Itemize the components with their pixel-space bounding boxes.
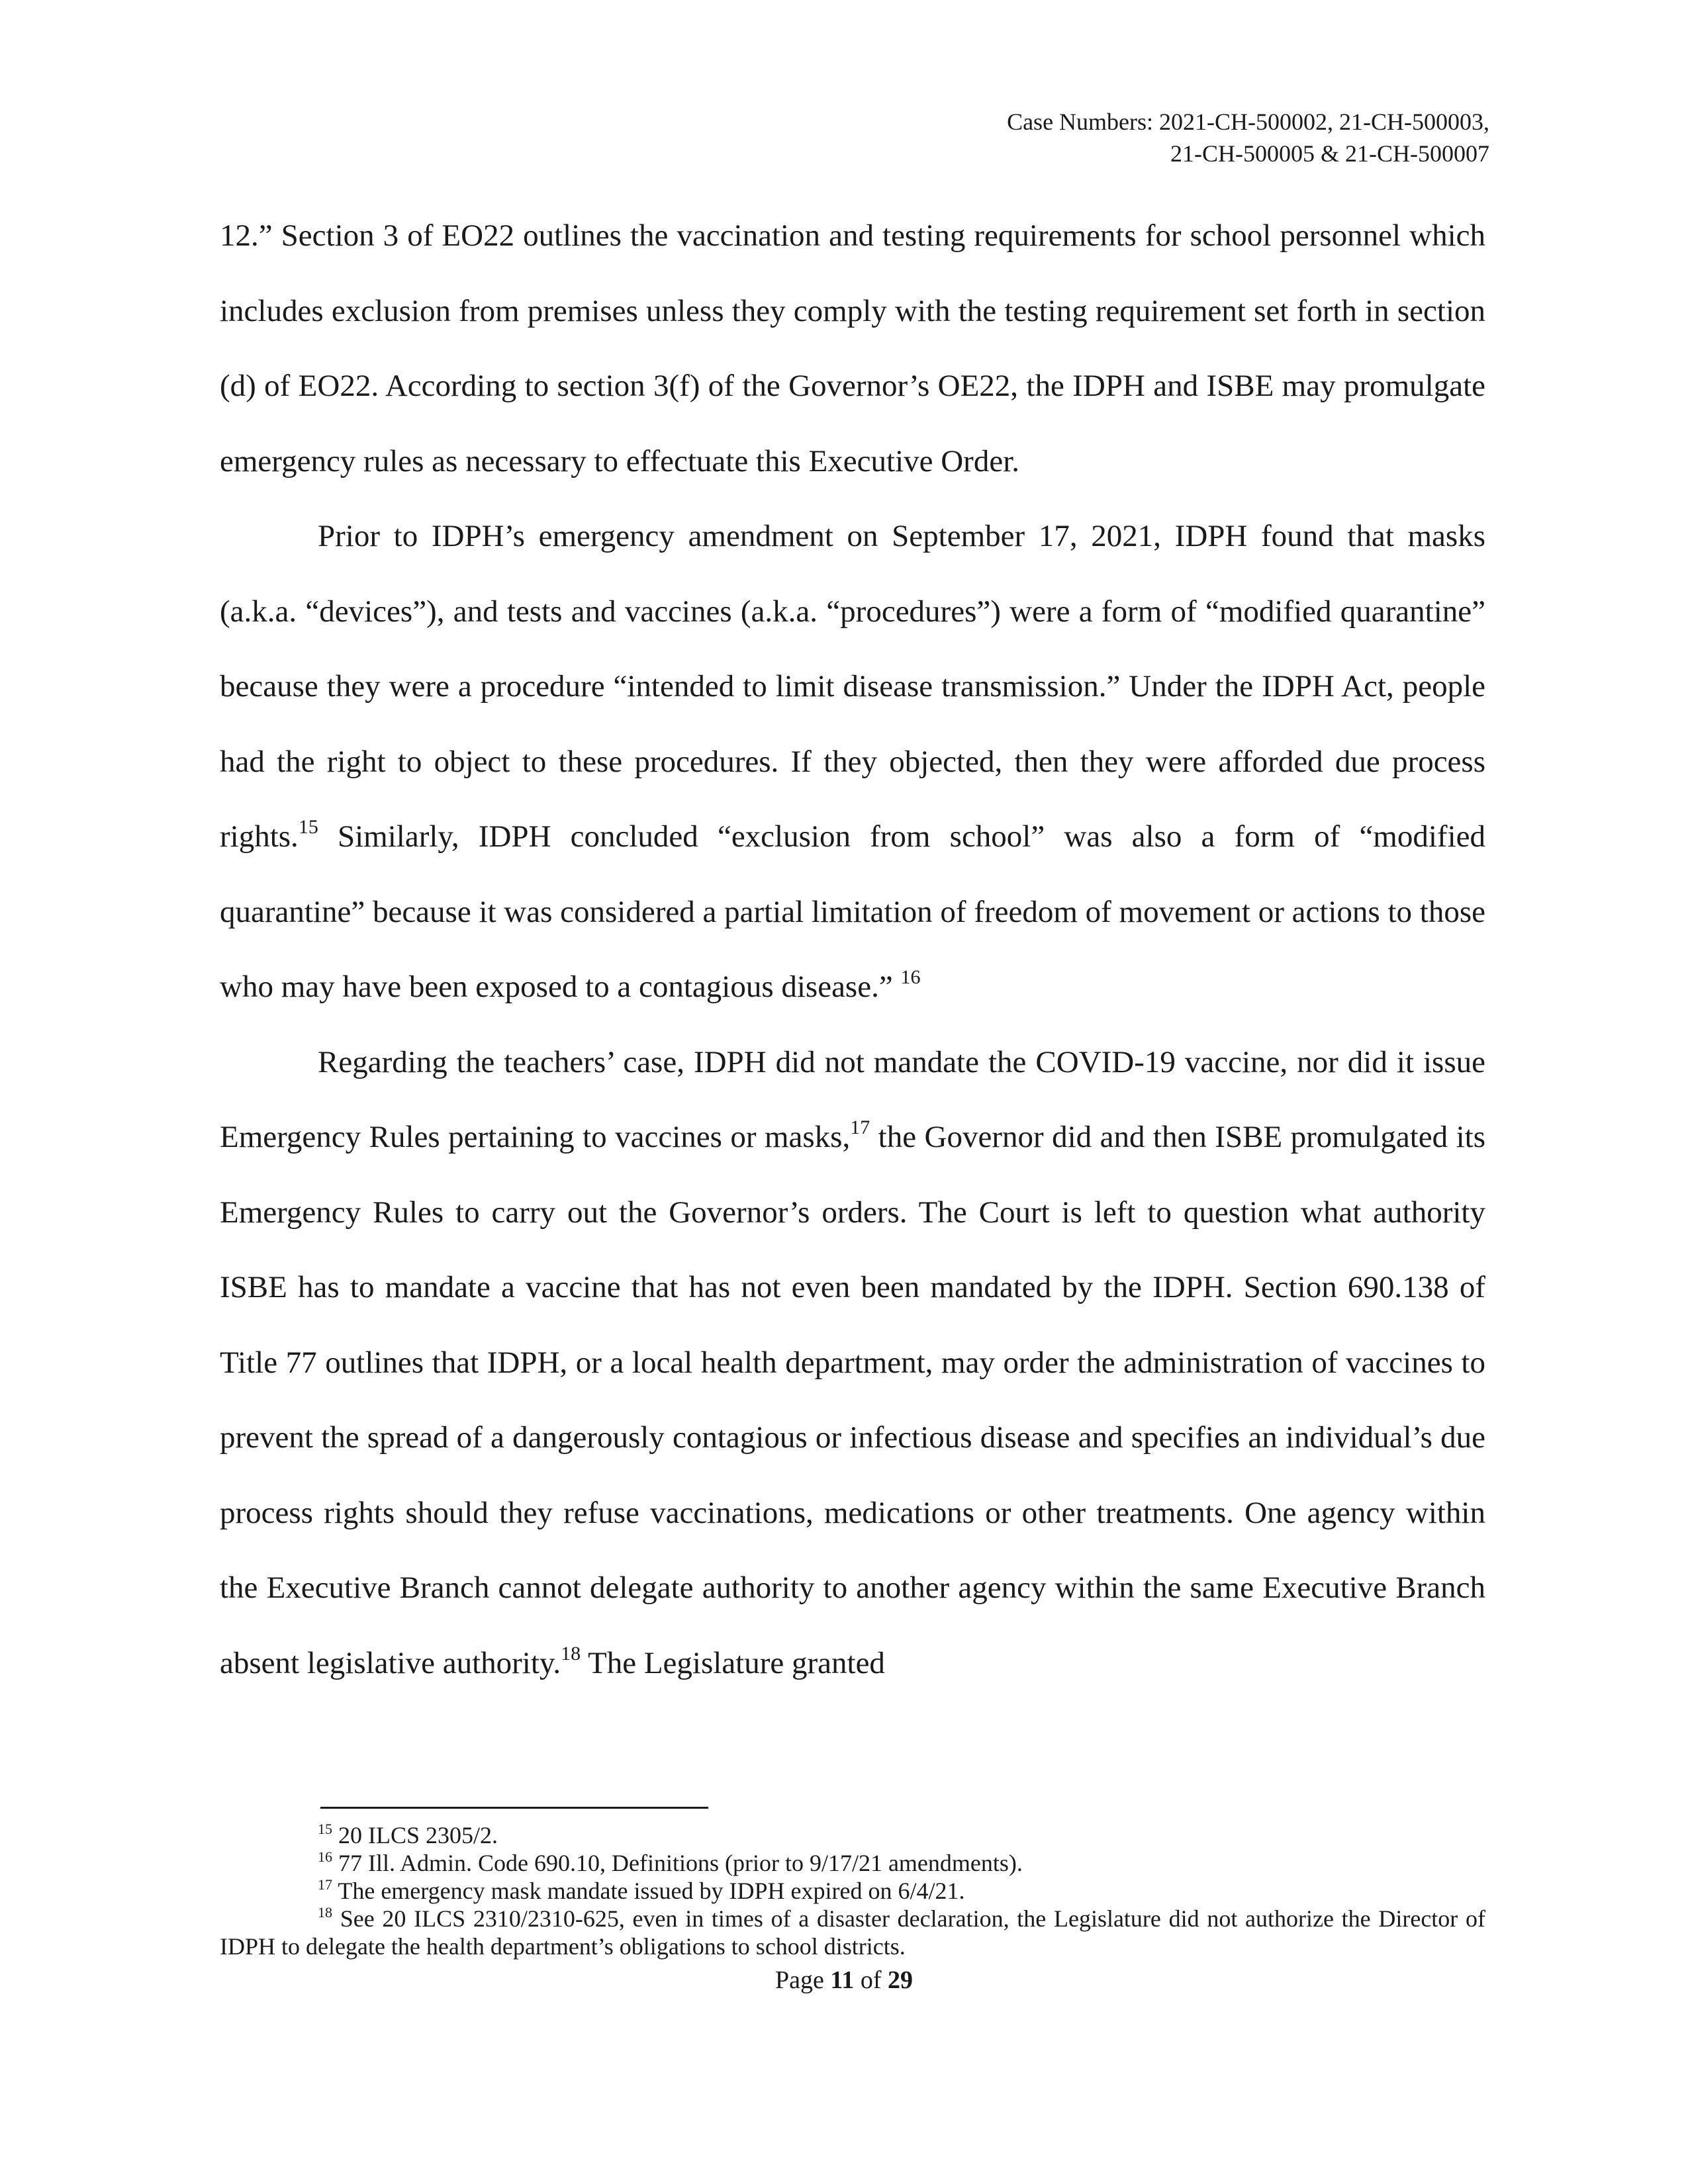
paragraph-continued: 12.” Section 3 of EO22 outlines the vaccination and testing requirements for school personnel which includes exclusion from premises unless they comply with the testing requirement set forth in section (d) of EO22. According to section 3(f) of the Governor’s OE22, the IDPH and ISBE may promulgate emergency rules as necessary to effectuate this Executive Order. (220, 218, 1485, 478)
page-label: Page (775, 1966, 831, 1994)
footnote-number: 16 (318, 1848, 332, 1865)
footnote-ref-15: 15 (298, 816, 318, 838)
of-label: of (854, 1966, 888, 1994)
paragraph-teachers-case (220, 1025, 1485, 1702)
footnote-text: The emergency mask mandate issued by IDPH expired on 6/4/21. (332, 1878, 965, 1904)
footnotes (220, 1821, 1485, 1960)
footnote-number: 15 (318, 1821, 332, 1837)
case-numbers-line-2: 21-CH-500005 & 21-CH-500007 (1170, 140, 1489, 167)
footnote-16 (220, 1849, 1485, 1877)
paragraph-text: Prior to IDPH’s emergency amendment on September 17, 2021, IDPH found that masks (a.k.a. “devices”), and tests and vaccines (a.k.a. “procedures”) were a form of “modified quarantine” because they were a procedure “intended to limit disease transmission.” Under the IDPH Act, people had the right to object to these procedures. If they objected, then they were afforded due process rights. (220, 519, 1485, 854)
footnote-ref-17: 17 (850, 1116, 870, 1138)
footnote-17 (220, 1877, 1485, 1905)
total-pages: 29 (887, 1966, 913, 1994)
footnote-number: 17 (318, 1876, 332, 1893)
page-number-footer (0, 1966, 1688, 1995)
footnote-18 (220, 1905, 1485, 1960)
opinion-body (220, 199, 1485, 1701)
footnote-number: 18 (318, 1904, 332, 1921)
footnote-text: See 20 ILCS 2310/2310-625, even in times of a disaster declaration, the Legislature did not authorize the Director of IDPH to delegate the health department’s obligations to school districts. (220, 1905, 1485, 1960)
footnote-text: 20 ILCS 2305/2. (332, 1822, 498, 1848)
footnote-ref-16: 16 (900, 966, 921, 988)
case-numbers-line-1: Case Numbers: 2021-CH-500002, 21-CH-500003, (1007, 109, 1489, 135)
paragraph-text: The Legislature granted (581, 1645, 885, 1680)
paragraph-text: Similarly, IDPH concluded “exclusion from school” was also a form of “modified quarantine” because it was considered a partial limitation of freedom of movement or actions to those who may have been exposed to a contagious disease.” (220, 819, 1485, 1004)
case-numbers-header (1007, 106, 1489, 169)
footnote-text: 77 Ill. Admin. Code 690.10, Definitions (prior to 9/17/21 amendments). (332, 1850, 1023, 1876)
footnote-ref-18: 18 (561, 1642, 581, 1664)
footnote-15 (220, 1821, 1485, 1849)
paragraph-text: Regarding the teachers’ case, IDPH did not mandate the COVID-19 vaccine, nor did it issue Emergency Rules pertaining to vaccines or masks, (220, 1044, 1485, 1154)
footnote-divider (320, 1807, 708, 1809)
paragraph-text: the Governor did and then ISBE promulgated its Emergency Rules to carry out the Governor’s orders. The Court is left to question what authority ISBE has to mandate a vaccine that has not even been mandated by the IDPH. Section 690.138 of Title 77 outlines that IDPH, or a local health department, may order the administration of vaccines to prevent the spread of a dangerously contagious or infectious disease and specifies an individual’s due process rights should they refuse vaccinations, medications or other treatments. One agency within the Executive Branch cannot delegate authority to another agency within the same Executive Branch absent legislative authority. (220, 1120, 1485, 1680)
paragraph-idph-findings (220, 499, 1485, 1025)
current-page-number: 11 (830, 1966, 855, 1994)
